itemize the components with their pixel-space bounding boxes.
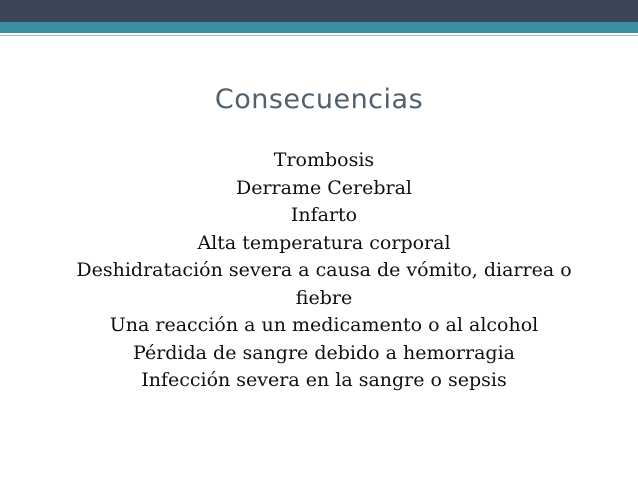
slide-title: Consecuencias (214, 84, 424, 115)
list-item: Deshidratación severa a causa de vómito, diarrea o fiebre (76, 259, 572, 309)
header-bar-accent (0, 22, 638, 33)
list-item: Una reacción a un medicamento o al alcohol (109, 314, 539, 336)
list-item: Infarto (290, 204, 358, 226)
list-item: Trombosis (273, 149, 375, 171)
list-item: Pérdida de sangre debido a hemorragia (133, 341, 515, 364)
consequences-list (48, 147, 600, 395)
list-item: Derrame Cerebral (235, 176, 413, 199)
list-item: Alta temperatura corporal (197, 231, 451, 254)
header-bar-dark (0, 0, 638, 22)
list-item: Infección severa en la sangre o sepsis (141, 369, 507, 391)
header-divider (0, 35, 638, 36)
